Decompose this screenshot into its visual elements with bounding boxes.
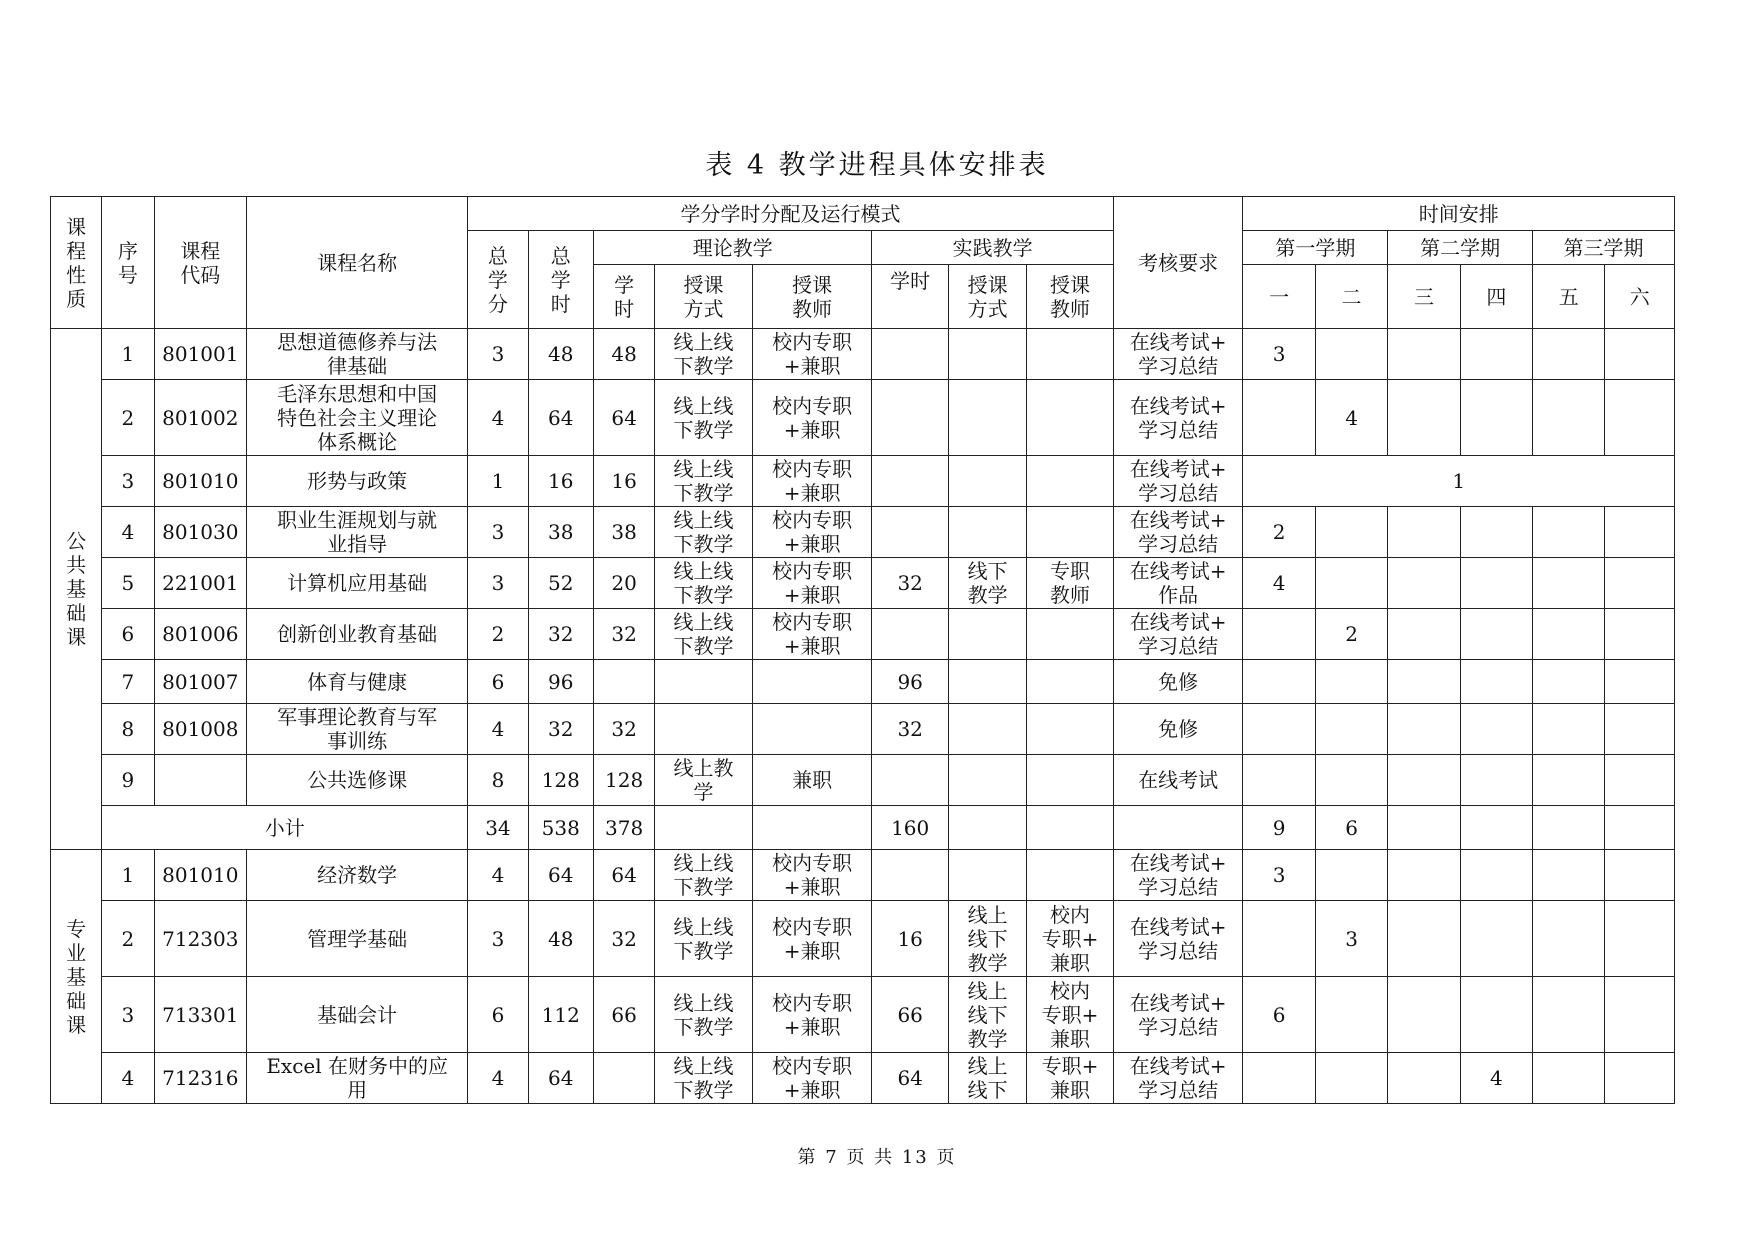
cell-total-credit: 3	[468, 901, 528, 977]
cell-total-hours: 52	[528, 558, 593, 609]
table-row	[51, 660, 1675, 704]
cell-term-3	[1388, 977, 1460, 1053]
cell-code: 221001	[154, 558, 247, 609]
cell-term-6	[1605, 609, 1675, 660]
cell-practice-teacher	[1027, 755, 1113, 806]
cell-practice-method: 线上 线下 教学	[948, 901, 1026, 977]
cell-term-3	[1388, 1053, 1460, 1104]
cell-practice-teacher	[1027, 456, 1113, 507]
cell-term-3	[1388, 704, 1460, 755]
empty-cell	[948, 806, 1026, 850]
cell-course-name: 计算机应用基础	[247, 558, 468, 609]
cell-term-3	[1388, 660, 1460, 704]
table-row	[51, 704, 1675, 755]
cell-seq: 9	[102, 755, 154, 806]
empty-cell	[1027, 806, 1113, 850]
cell-theory-teacher: 校内专职 +兼职	[752, 901, 872, 977]
cell-course-name: 毛泽东思想和中国 特色社会主义理论 体系概论	[247, 380, 468, 456]
header-term-1: 一	[1243, 265, 1315, 329]
cell-code: 801008	[154, 704, 247, 755]
cell-total-hours: 48	[528, 329, 593, 380]
cell-term-5	[1533, 1053, 1605, 1104]
cell-course-name: 形势与政策	[247, 456, 468, 507]
cell-course-name: Excel 在财务中的应 用	[247, 1053, 468, 1104]
cell-theory-teacher	[752, 704, 872, 755]
cell-theory-teacher: 校内专职 +兼职	[752, 329, 872, 380]
cell-total-hours: 32	[528, 704, 593, 755]
cell-practice-hours	[872, 456, 948, 507]
page-title: 表 4 教学进程具体安排表	[705, 150, 1049, 181]
cell-practice-teacher	[1027, 704, 1113, 755]
subtotal-term-1: 9	[1243, 806, 1315, 850]
table-row	[51, 901, 1675, 977]
cell-practice-hours	[872, 507, 948, 558]
subtotal-hours: 538	[528, 806, 593, 850]
cell-term-4	[1460, 380, 1532, 456]
header-theory-hours: 学 时	[593, 265, 654, 329]
cell-practice-teacher	[1027, 609, 1113, 660]
cell-practice-hours	[872, 850, 948, 901]
header-category: 课 程 性 质	[51, 197, 102, 329]
cell-total-credit: 4	[468, 380, 528, 456]
header-practice-method: 授课 方式	[948, 265, 1026, 329]
cell-theory-teacher: 校内专职 +兼职	[752, 977, 872, 1053]
cell-seq: 2	[102, 901, 154, 977]
cell-term-3	[1388, 850, 1460, 901]
cell-seq: 5	[102, 558, 154, 609]
cell-term-3	[1388, 558, 1460, 609]
cell-seq: 4	[102, 1053, 154, 1104]
cell-theory-hours: 48	[593, 329, 654, 380]
cell-total-credit: 2	[468, 609, 528, 660]
cell-course-name: 管理学基础	[247, 901, 468, 977]
cell-term-4	[1460, 901, 1532, 977]
cell-practice-teacher: 校内 专职+ 兼职	[1027, 977, 1113, 1053]
subtotal-term-2: 6	[1315, 806, 1387, 850]
cell-theory-teacher: 校内专职 +兼职	[752, 1053, 872, 1104]
cell-practice-method	[948, 755, 1026, 806]
cell-course-name: 军事理论教育与军 事训练	[247, 704, 468, 755]
cell-practice-teacher	[1027, 507, 1113, 558]
table-row	[51, 558, 1675, 609]
subtotal-practice-hours: 160	[872, 806, 948, 850]
cell-term-4	[1460, 329, 1532, 380]
cell-assessment: 免修	[1113, 660, 1243, 704]
subtotal-row	[51, 806, 1675, 850]
cell-practice-method: 线下 教学	[948, 558, 1026, 609]
cell-assessment: 在线考试+ 学习总结	[1113, 380, 1243, 456]
header-term-5: 五	[1533, 265, 1605, 329]
cell-term-1	[1243, 755, 1315, 806]
cell-practice-method	[948, 704, 1026, 755]
cell-code: 801007	[154, 660, 247, 704]
cell-term-5	[1533, 329, 1605, 380]
cell-term-2: 3	[1315, 901, 1387, 977]
header-term-6: 六	[1605, 265, 1675, 329]
cell-practice-teacher: 校内 专职+ 兼职	[1027, 901, 1113, 977]
cell-total-hours: 32	[528, 609, 593, 660]
cell-term-3	[1388, 609, 1460, 660]
cell-term-6	[1605, 704, 1675, 755]
cell-total-credit: 8	[468, 755, 528, 806]
cell-total-hours: 64	[528, 850, 593, 901]
cell-theory-teacher: 校内专职 +兼职	[752, 380, 872, 456]
cell-total-hours: 64	[528, 1053, 593, 1104]
header-term-2: 二	[1315, 265, 1387, 329]
cell-theory-teacher	[752, 660, 872, 704]
cell-term-4	[1460, 558, 1532, 609]
cell-term-5	[1533, 977, 1605, 1053]
table-row	[51, 755, 1675, 806]
cell-theory-hours: 20	[593, 558, 654, 609]
cell-theory-hours: 128	[593, 755, 654, 806]
cell-code: 801006	[154, 609, 247, 660]
cell-theory-method: 线上线 下教学	[655, 329, 753, 380]
cell-term-2: 4	[1315, 380, 1387, 456]
cell-term-2	[1315, 660, 1387, 704]
header-term-4: 四	[1460, 265, 1532, 329]
cell-term-6	[1605, 660, 1675, 704]
header-sem3: 第三学期	[1533, 231, 1675, 265]
cell-code: 801001	[154, 329, 247, 380]
cell-term-4	[1460, 609, 1532, 660]
cell-term-1: 4	[1243, 558, 1315, 609]
cell-total-credit: 4	[468, 1053, 528, 1104]
cell-total-credit: 4	[468, 704, 528, 755]
cell-total-credit: 6	[468, 977, 528, 1053]
cell-term-3	[1388, 329, 1460, 380]
cell-practice-method: 线上 线下	[948, 1053, 1026, 1104]
category-major: 专 业 基 础 课	[51, 850, 102, 1104]
table-row	[51, 850, 1675, 901]
cell-seq: 3	[102, 977, 154, 1053]
cell-term-2	[1315, 1053, 1387, 1104]
cell-total-credit: 6	[468, 660, 528, 704]
cell-theory-method: 线上线 下教学	[655, 456, 753, 507]
cell-theory-hours: 32	[593, 609, 654, 660]
subtotal-term-4	[1460, 806, 1532, 850]
cell-seq: 1	[102, 850, 154, 901]
cell-total-hours: 16	[528, 456, 593, 507]
cell-assessment: 在线考试+ 学习总结	[1113, 1053, 1243, 1104]
cell-term-4	[1460, 704, 1532, 755]
header-theory-teacher: 授课 教师	[752, 265, 872, 329]
cell-practice-method	[948, 660, 1026, 704]
cell-practice-hours: 64	[872, 1053, 948, 1104]
subtotal-term-6	[1605, 806, 1675, 850]
cell-course-name: 创新创业教育基础	[247, 609, 468, 660]
cell-assessment: 免修	[1113, 704, 1243, 755]
cell-code: 801030	[154, 507, 247, 558]
header-course-name: 课程名称	[247, 197, 468, 329]
cell-assessment: 在线考试	[1113, 755, 1243, 806]
cell-practice-teacher: 专职+ 兼职	[1027, 1053, 1113, 1104]
cell-term-3	[1388, 901, 1460, 977]
cell-course-name: 体育与健康	[247, 660, 468, 704]
cell-practice-teacher	[1027, 850, 1113, 901]
cell-term-2	[1315, 850, 1387, 901]
cell-theory-teacher: 校内专职 +兼职	[752, 558, 872, 609]
cell-practice-hours	[872, 329, 948, 380]
cell-code: 801002	[154, 380, 247, 456]
cell-term-5	[1533, 380, 1605, 456]
category-public: 公 共 基 础 课	[51, 329, 102, 850]
cell-term-1: 6	[1243, 977, 1315, 1053]
header-sem2: 第二学期	[1388, 231, 1533, 265]
cell-seq: 4	[102, 507, 154, 558]
cell-code: 713301	[154, 977, 247, 1053]
cell-term-2	[1315, 977, 1387, 1053]
cell-practice-teacher	[1027, 660, 1113, 704]
cell-term-5	[1533, 755, 1605, 806]
cell-theory-method	[655, 660, 753, 704]
header-practice-hours: 学时	[872, 265, 948, 329]
cell-practice-hours	[872, 755, 948, 806]
cell-term-1: 2	[1243, 507, 1315, 558]
cell-term-3	[1388, 507, 1460, 558]
cell-term-5	[1533, 660, 1605, 704]
subtotal-credit: 34	[468, 806, 528, 850]
cell-term-5	[1533, 609, 1605, 660]
cell-course-name: 基础会计	[247, 977, 468, 1053]
schedule-table	[50, 196, 1675, 1104]
cell-term-5	[1533, 704, 1605, 755]
cell-term-1: 3	[1243, 329, 1315, 380]
header-theory: 理论教学	[593, 231, 872, 265]
table-row	[51, 329, 1675, 380]
cell-assessment: 在线考试+ 学习总结	[1113, 456, 1243, 507]
cell-term-1	[1243, 380, 1315, 456]
cell-practice-hours: 96	[872, 660, 948, 704]
table-row	[51, 380, 1675, 456]
cell-seq: 1	[102, 329, 154, 380]
cell-code	[154, 755, 247, 806]
cell-assessment: 在线考试+ 学习总结	[1113, 901, 1243, 977]
cell-term-merged: 1	[1243, 456, 1675, 507]
cell-theory-hours: 32	[593, 704, 654, 755]
empty-cell	[752, 806, 872, 850]
cell-term-6	[1605, 329, 1675, 380]
cell-seq: 3	[102, 456, 154, 507]
header-practice-teacher: 授课 教师	[1027, 265, 1113, 329]
cell-term-6	[1605, 1053, 1675, 1104]
cell-theory-hours: 32	[593, 901, 654, 977]
header-assessment: 考核要求	[1113, 197, 1243, 329]
cell-term-5	[1533, 850, 1605, 901]
subtotal-term-3	[1388, 806, 1460, 850]
cell-total-hours: 112	[528, 977, 593, 1053]
cell-theory-hours	[593, 660, 654, 704]
cell-seq: 6	[102, 609, 154, 660]
cell-theory-method: 线上教 学	[655, 755, 753, 806]
cell-term-4	[1460, 850, 1532, 901]
subtotal-label: 小计	[102, 806, 468, 850]
header-code: 课程 代码	[154, 197, 247, 329]
subtotal-term-5	[1533, 806, 1605, 850]
cell-assessment: 在线考试+ 作品	[1113, 558, 1243, 609]
cell-total-credit: 1	[468, 456, 528, 507]
cell-theory-teacher: 兼职	[752, 755, 872, 806]
cell-term-6	[1605, 755, 1675, 806]
cell-practice-teacher	[1027, 380, 1113, 456]
cell-term-1	[1243, 901, 1315, 977]
table-row	[51, 977, 1675, 1053]
cell-course-name: 职业生涯规划与就 业指导	[247, 507, 468, 558]
cell-term-4	[1460, 755, 1532, 806]
cell-total-hours: 48	[528, 901, 593, 977]
cell-code: 712316	[154, 1053, 247, 1104]
page-footer: 第 7 页 共 13 页	[797, 1147, 957, 1168]
cell-term-4: 4	[1460, 1053, 1532, 1104]
cell-theory-teacher: 校内专职 +兼职	[752, 850, 872, 901]
cell-seq: 2	[102, 380, 154, 456]
table-row	[51, 507, 1675, 558]
cell-practice-hours: 66	[872, 977, 948, 1053]
cell-assessment: 在线考试+ 学习总结	[1113, 609, 1243, 660]
cell-practice-method	[948, 380, 1026, 456]
cell-term-4	[1460, 507, 1532, 558]
cell-practice-hours: 32	[872, 704, 948, 755]
cell-seq: 7	[102, 660, 154, 704]
cell-theory-hours: 64	[593, 850, 654, 901]
cell-practice-hours	[872, 380, 948, 456]
cell-practice-method	[948, 329, 1026, 380]
cell-code: 801010	[154, 850, 247, 901]
cell-assessment: 在线考试+ 学习总结	[1113, 507, 1243, 558]
empty-cell	[1113, 806, 1243, 850]
cell-term-6	[1605, 901, 1675, 977]
cell-theory-method: 线上线 下教学	[655, 609, 753, 660]
cell-term-1	[1243, 704, 1315, 755]
cell-code: 801010	[154, 456, 247, 507]
cell-theory-method	[655, 704, 753, 755]
header-sem1: 第一学期	[1243, 231, 1388, 265]
header-practice: 实践教学	[872, 231, 1113, 265]
cell-practice-hours: 16	[872, 901, 948, 977]
cell-practice-method: 线上 线下 教学	[948, 977, 1026, 1053]
table-row	[51, 456, 1675, 507]
cell-term-3	[1388, 755, 1460, 806]
cell-term-2	[1315, 507, 1387, 558]
cell-practice-hours	[872, 609, 948, 660]
header-total-credit: 总 学 分	[468, 231, 528, 329]
table-row	[51, 609, 1675, 660]
cell-assessment: 在线考试+ 学习总结	[1113, 850, 1243, 901]
cell-theory-method: 线上线 下教学	[655, 850, 753, 901]
cell-theory-method: 线上线 下教学	[655, 977, 753, 1053]
cell-term-2: 2	[1315, 609, 1387, 660]
cell-course-name: 经济数学	[247, 850, 468, 901]
cell-theory-hours: 16	[593, 456, 654, 507]
cell-term-1	[1243, 1053, 1315, 1104]
cell-total-hours: 64	[528, 380, 593, 456]
cell-practice-teacher	[1027, 329, 1113, 380]
cell-course-name: 公共选修课	[247, 755, 468, 806]
cell-practice-method	[948, 456, 1026, 507]
cell-term-2	[1315, 755, 1387, 806]
header-total-hours: 总 学 时	[528, 231, 593, 329]
cell-course-name: 思想道德修养与法 律基础	[247, 329, 468, 380]
cell-theory-method: 线上线 下教学	[655, 507, 753, 558]
cell-term-1	[1243, 609, 1315, 660]
cell-practice-method	[948, 507, 1026, 558]
cell-total-hours: 96	[528, 660, 593, 704]
cell-theory-teacher: 校内专职 +兼职	[752, 507, 872, 558]
cell-theory-method: 线上线 下教学	[655, 558, 753, 609]
cell-theory-method: 线上线 下教学	[655, 901, 753, 977]
cell-seq: 8	[102, 704, 154, 755]
cell-total-credit: 4	[468, 850, 528, 901]
cell-term-5	[1533, 901, 1605, 977]
cell-term-5	[1533, 507, 1605, 558]
cell-term-2	[1315, 329, 1387, 380]
cell-total-credit: 3	[468, 507, 528, 558]
header-seq: 序 号	[102, 197, 154, 329]
cell-term-6	[1605, 507, 1675, 558]
cell-term-6	[1605, 380, 1675, 456]
cell-code: 712303	[154, 901, 247, 977]
cell-theory-hours	[593, 1053, 654, 1104]
cell-total-hours: 128	[528, 755, 593, 806]
empty-cell	[655, 806, 753, 850]
cell-theory-hours: 66	[593, 977, 654, 1053]
cell-term-2	[1315, 558, 1387, 609]
cell-term-4	[1460, 660, 1532, 704]
header-theory-method: 授课 方式	[655, 265, 753, 329]
cell-practice-hours: 32	[872, 558, 948, 609]
cell-total-credit: 3	[468, 329, 528, 380]
cell-theory-hours: 38	[593, 507, 654, 558]
cell-total-credit: 3	[468, 558, 528, 609]
cell-practice-method	[948, 609, 1026, 660]
cell-term-1	[1243, 660, 1315, 704]
cell-assessment: 在线考试+ 学习总结	[1113, 977, 1243, 1053]
cell-theory-method: 线上线 下教学	[655, 380, 753, 456]
header-term-3: 三	[1388, 265, 1460, 329]
cell-term-2	[1315, 704, 1387, 755]
cell-total-hours: 38	[528, 507, 593, 558]
cell-assessment: 在线考试+ 学习总结	[1113, 329, 1243, 380]
cell-theory-teacher: 校内专职 +兼职	[752, 609, 872, 660]
cell-practice-teacher: 专职 教师	[1027, 558, 1113, 609]
cell-term-6	[1605, 977, 1675, 1053]
cell-term-6	[1605, 850, 1675, 901]
cell-term-4	[1460, 977, 1532, 1053]
cell-term-1: 3	[1243, 850, 1315, 901]
cell-term-3	[1388, 380, 1460, 456]
cell-practice-method	[948, 850, 1026, 901]
cell-theory-method: 线上线 下教学	[655, 1053, 753, 1104]
header-credit-group: 学分学时分配及运行模式	[468, 197, 1114, 231]
subtotal-theory-hours: 378	[593, 806, 654, 850]
header-schedule: 时间安排	[1243, 197, 1675, 231]
cell-theory-teacher: 校内专职 +兼职	[752, 456, 872, 507]
cell-term-5	[1533, 558, 1605, 609]
cell-term-6	[1605, 558, 1675, 609]
table-row	[51, 1053, 1675, 1104]
cell-theory-hours: 64	[593, 380, 654, 456]
